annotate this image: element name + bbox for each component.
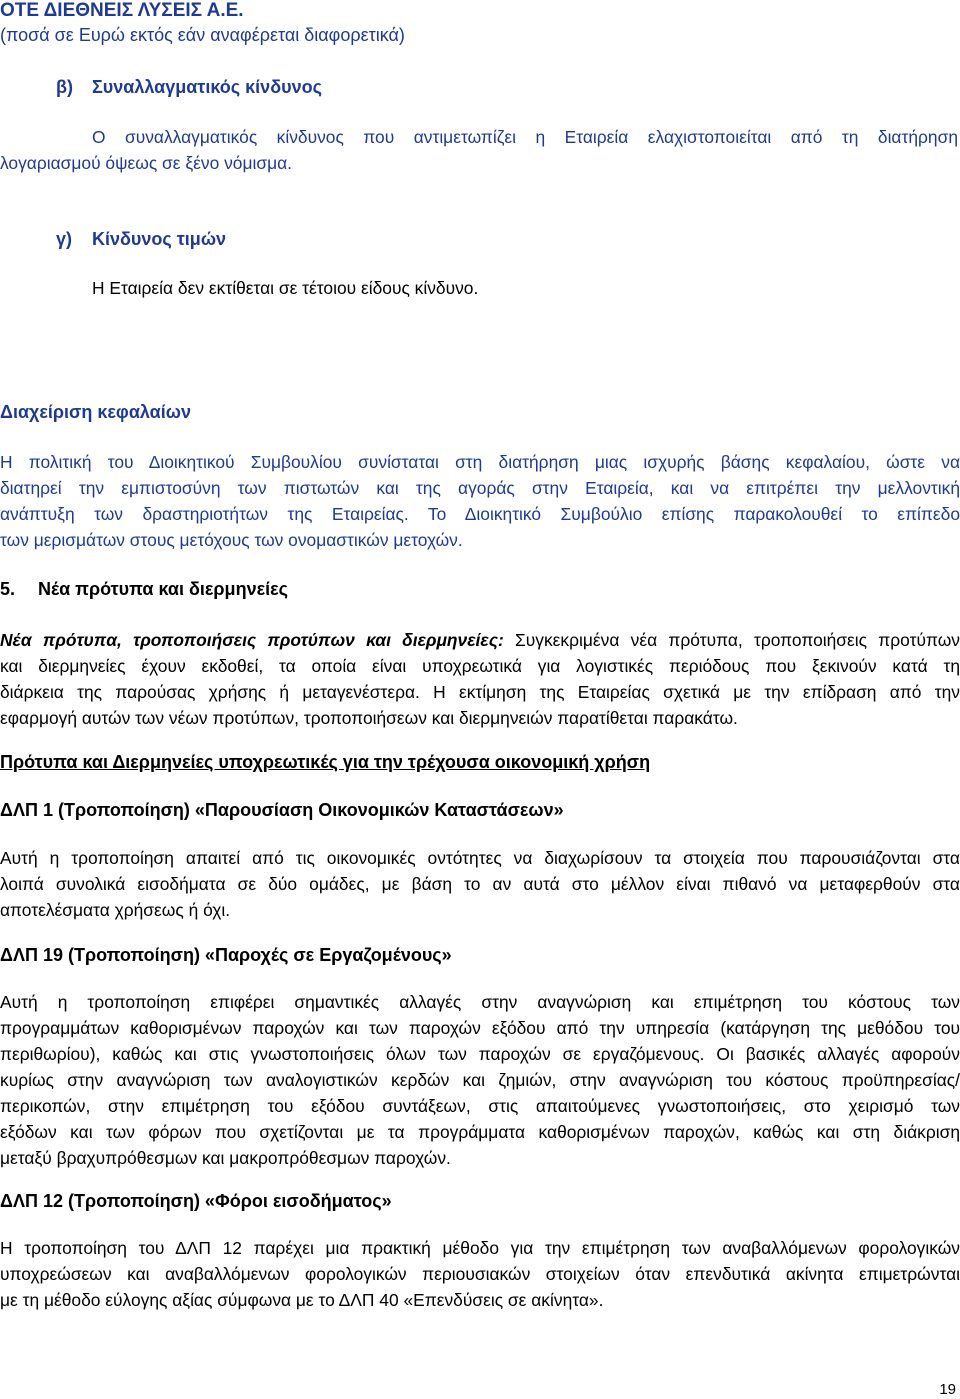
fx-risk-line-1: Ο συναλλαγματικός κίνδυνος που αντιμετωπίζει η Εταιρεία ελαχιστοποιείται από τη διατήρηση <box>92 127 958 147</box>
capital-line-3: ανάπτυξη των δραστηριοτήτων της Εταιρείας. Το Διοικητικό Συμβούλιο επίσης παρακολουθεί το επίπεδο <box>0 504 960 524</box>
standards-intro-text: Συγκεκριμένα νέα πρότυπα, τροποποιήσεις προτύπων <box>503 630 960 650</box>
ias1-title: ΔΛΠ 1 (Τροποποίηση) «Παρουσίαση Οικονομικών Καταστάσεων» <box>0 800 564 820</box>
section-5-title: Νέα πρότυπα και διερμηνείες <box>38 579 289 599</box>
fx-risk-label: β) <box>56 77 73 97</box>
capital-management-title: Διαχείριση κεφαλαίων <box>0 402 191 422</box>
fx-risk-line-2: λογαριασμού όψεως σε ξένο νόμισμα. <box>0 153 292 173</box>
ias19-line-4: κυρίως στην αναγνώριση των αναλογιστικών κερδών και ζημιών, στην αναγνώριση του κόστους προϋπηρεσίας/ <box>0 1070 960 1090</box>
page-number: 19 <box>939 1381 956 1398</box>
ias19-line-3: περιθωρίου), καθώς και στις γνωστοποιήσεις όλων των παροχών σε εργαζόμενους. Οι βασικές αλλαγές αφορούν <box>0 1044 960 1064</box>
ias12-line-2: υποχρεώσεων και αναβαλλόμενων φορολογικών περιουσιακών στοιχείων όταν επενδυτικά ακίνητα επιμετρώνται <box>0 1264 960 1284</box>
ias12-line-1: Η τροποποίηση του ΔΛΠ 12 παρέχει μια πρακτική μέθοδο για την επιμέτρηση των αναβαλλόμενων φορολογικών <box>0 1238 960 1258</box>
ias19-line-1: Αυτή η τροποποίηση επιφέρει σημαντικές αλλαγές στην αναγνώριση και επιμέτρηση του κόστους των <box>0 992 960 1012</box>
price-risk-text: Η Εταιρεία δεν εκτίθεται σε τέτοιου είδους κίνδυνο. <box>92 278 479 298</box>
section-5-number: 5. <box>0 579 16 599</box>
ias12-title: ΔΛΠ 12 (Τροποποίηση) «Φόροι εισοδήματος» <box>0 1191 392 1211</box>
standards-intro-line-1 <box>0 627 960 653</box>
mandatory-standards-heading: Πρότυπα και Διερμηνείες υποχρεωτικές για την τρέχουσα οικονομική χρήση <box>0 752 651 772</box>
standards-intro-line-2: και διερμηνείες έχουν εκδοθεί, τα οποία είναι υποχρεωτικά για λογιστικές περιόδους που ξεκινούν κατά τη <box>0 656 960 676</box>
currency-note: (ποσά σε Ευρώ εκτός εάν αναφέρεται διαφορετικά) <box>0 25 405 45</box>
ias1-line-2: λοιπά συνολικά εισοδήματα σε δύο ομάδες, με βάση το αν αυτά στο μέλλον είναι πιθανό να μεταφερθούν στα <box>0 874 960 894</box>
ias1-line-3: αποτελέσματα χρήσεως ή όχι. <box>0 900 231 920</box>
ias12-line-3: με τη μέθοδο εύλογης αξίας σύμφωνα με το ΔΛΠ 40 «Επενδύσεις σε ακίνητα». <box>0 1290 604 1310</box>
capital-line-4: των μερισμάτων στους μετόχους των ονομαστικών μετοχών. <box>0 530 463 550</box>
standards-intro-label: Νέα πρότυπα, τροποποιήσεις προτύπων και διερμηνείες: <box>0 630 504 650</box>
ias19-line-2: προγραμμάτων καθορισμένων παροχών και των παροχών εξόδου από την υπηρεσία (κατάργηση της μεθόδου του <box>0 1018 960 1038</box>
standards-intro-line-3: διάρκεια της παρούσας χρήσης ή μεταγενέστερα. Η εκτίμηση της Εταιρείας σχετικά με την επίδραση από την <box>0 682 960 702</box>
ias19-line-6: εξόδων και των φόρων που σχετίζονται με τα προγράμματα καθορισμένων παροχών, καθώς και στη διάκριση <box>0 1122 960 1142</box>
company-name: ΟΤΕ ΔΙΕΘΝΕΙΣ ΛΥΣΕΙΣ Α.Ε. <box>0 0 244 21</box>
price-risk-title: Κίνδυνος τιμών <box>92 229 227 249</box>
ias1-line-1: Αυτή η τροποποίηση απαιτεί από τις οικονομικές οντότητες να διαχωρίσουν τα στοιχεία που παρουσιάζονται στα <box>0 848 960 868</box>
capital-line-1: Η πολιτική του Διοικητικού Συμβουλίου συνίσταται στη διατήρηση μιας ισχυρής βάσης κεφαλαίου, ώστε να <box>0 452 960 472</box>
ias19-title: ΔΛΠ 19 (Τροποποίηση) «Παροχές σε Εργαζομένους» <box>0 945 452 965</box>
capital-line-2: διατηρεί την εμπιστοσύνη των πιστωτών και της αγοράς στην Εταιρεία, και να επιτρέπει την μελλοντική <box>0 478 960 498</box>
ias19-line-5: περικοπών, στην επιμέτρηση του εξόδου συντάξεων, στις απαιτούμενες γνωστοποιήσεις, στο χειρισμό των <box>0 1096 960 1116</box>
price-risk-label: γ) <box>56 229 73 249</box>
ias19-line-7: μεταξύ βραχυπρόθεσμων και μακροπρόθεσμων παροχών. <box>0 1148 451 1168</box>
standards-intro-line-4: εφαρμογή αυτών των νέων προτύπων, τροποποιήσεων και διερμηνειών παρατίθεται παρακάτω. <box>0 708 738 728</box>
fx-risk-title: Συναλλαγματικός κίνδυνος <box>92 77 322 97</box>
